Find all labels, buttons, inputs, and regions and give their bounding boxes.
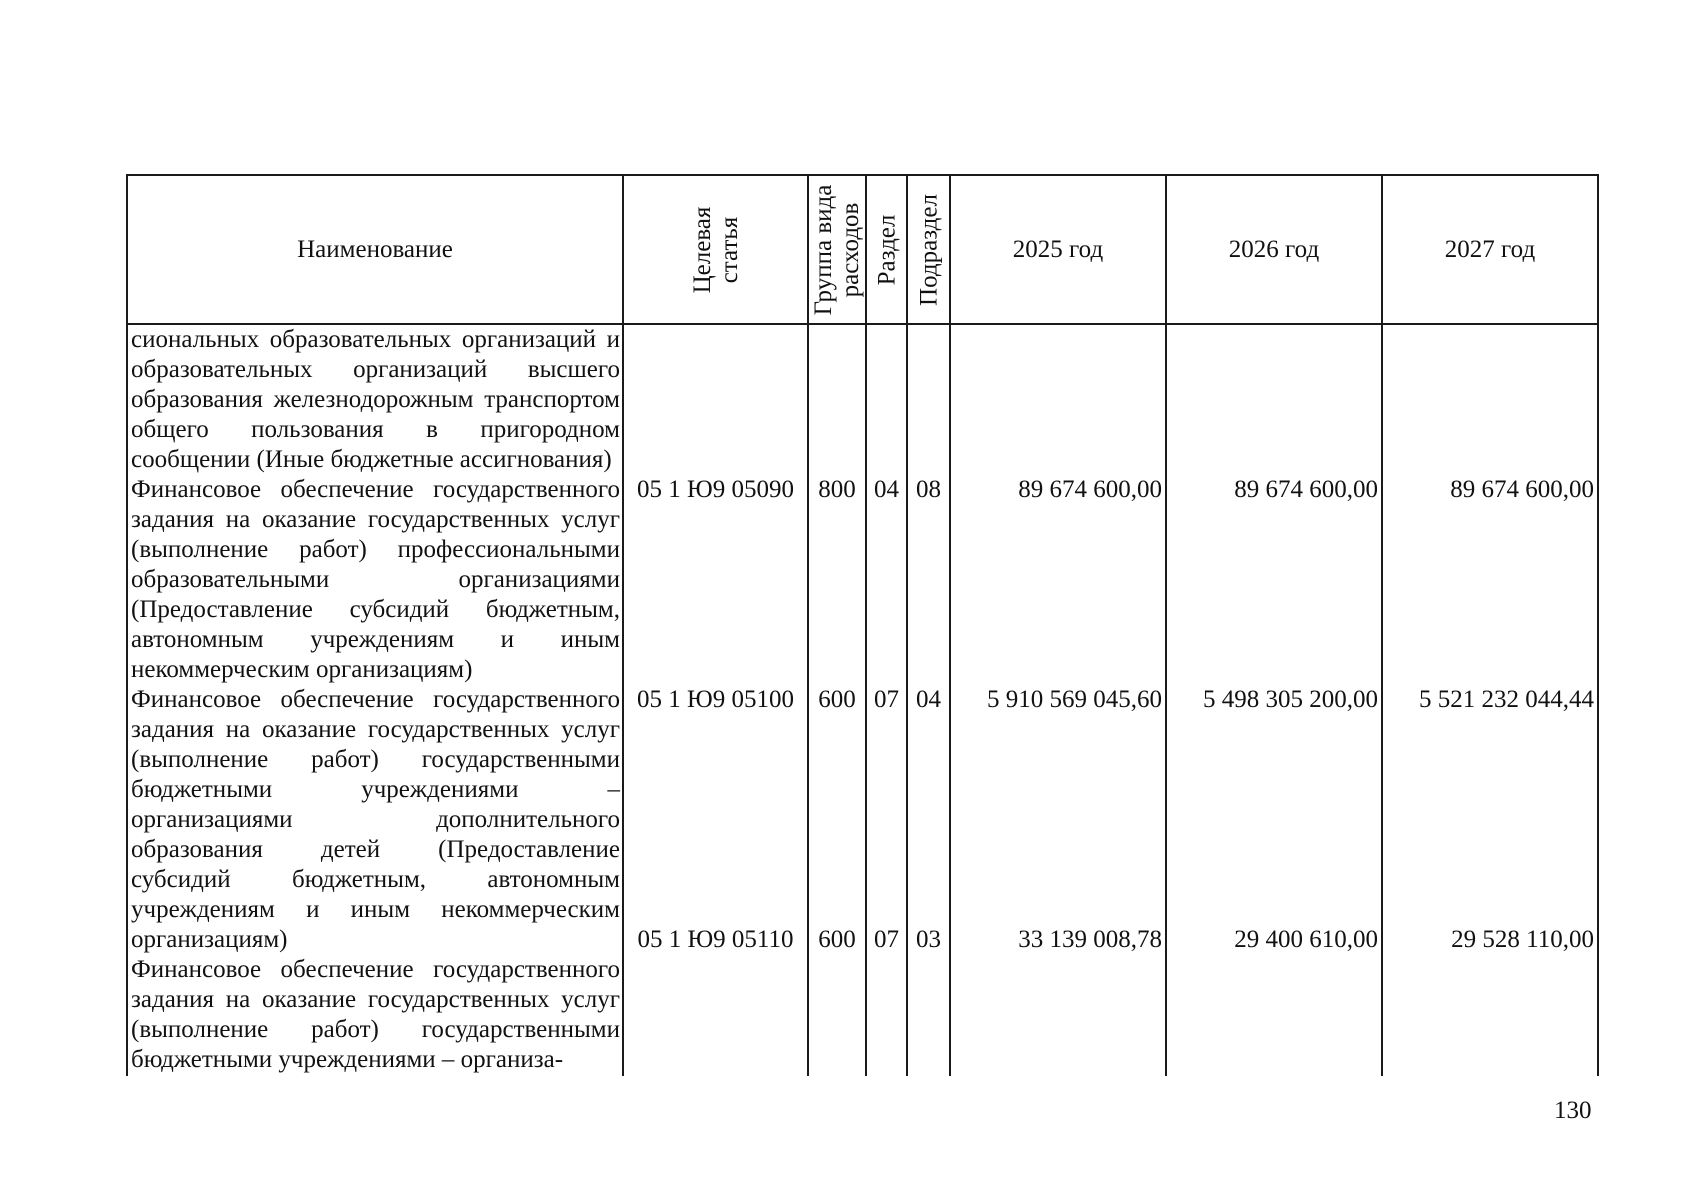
row-subsection: 04 (916, 686, 941, 713)
row-amount-2026: 29 400 610,00 (1234, 926, 1378, 953)
row-section: 07 (874, 686, 899, 713)
header-2026: 2026 год (1166, 175, 1382, 324)
code-column (623, 324, 808, 1076)
header-expense-group (808, 175, 866, 324)
header-section-label: Раздел (873, 214, 900, 285)
header-expense-group-line2: расходов (837, 202, 864, 297)
row-amount-2027: 89 674 600,00 (1450, 476, 1594, 503)
header-2027: 2027 год (1382, 175, 1598, 324)
header-target-article (623, 175, 808, 324)
header-target-article-line2: статья (715, 216, 743, 283)
row-group: 800 (818, 476, 856, 503)
row-group: 600 (818, 686, 856, 713)
row-amount-2026: 5 498 305 200,00 (1203, 686, 1378, 713)
row-name: Финансовое обеспечение государственного задания на оказание государственных услуг (выполнение работ) государственными бюджетными учреждениями – организа- (131, 956, 620, 1073)
row-name: сиональных образовательных организаций и образовательных организаций высшего образования железнодорожным транспортом общего пользования в пригородном сообщении (Иные бюджетные ассигнования) (131, 326, 620, 473)
row-code: 05 1 Ю9 05090 (637, 476, 794, 503)
y2025-column (950, 324, 1166, 1076)
header-row (127, 175, 1598, 324)
name-column (127, 324, 623, 1076)
row-amount-2025: 33 139 008,78 (1018, 926, 1162, 953)
header-section (866, 175, 907, 324)
row-amount-2026: 89 674 600,00 (1234, 476, 1378, 503)
header-2025: 2025 год (950, 175, 1166, 324)
row-subsection: 03 (916, 926, 941, 953)
row-amount-2025: 89 674 600,00 (1018, 476, 1162, 503)
header-target-article-line1: Целевая (688, 206, 716, 293)
row-amount-2025: 5 910 569 045,60 (987, 686, 1162, 713)
row-group: 600 (818, 926, 856, 953)
y2026-column (1166, 324, 1382, 1076)
row-subsection: 08 (916, 476, 941, 503)
row-section: 07 (874, 926, 899, 953)
header-subsection (907, 175, 950, 324)
y2027-column (1382, 324, 1598, 1076)
header-expense-group-line1: Группа вида (810, 184, 837, 315)
subsection-column (907, 324, 950, 1076)
header-subsection-label: Подраздел (915, 193, 942, 306)
row-amount-2027: 5 521 232 044,44 (1419, 686, 1594, 713)
row-name: Финансовое обеспечение государственного задания на оказание государственных услуг (выполнение работ) государственными бюджетными учреждениями – организациями дополнительного образования детей (Предоставление субсидий бюджетным, автономным учреждениям и иным некоммерческим организациям) (131, 686, 620, 953)
group-column (808, 324, 866, 1076)
row-section: 04 (874, 476, 899, 503)
row-name: Финансовое обеспечение государственного задания на оказание государственных услуг (выполнение работ) профессиональными образовательными организациями (Предоставление субсидий бюджетным, автономным учреждениям и иным некоммерческим организациям) (131, 476, 620, 683)
row-code: 05 1 Ю9 05100 (637, 686, 794, 713)
page-number: 130 (1554, 1097, 1592, 1124)
budget-table (126, 174, 1599, 1076)
header-name: Наименование (127, 175, 623, 324)
row-amount-2027: 29 528 110,00 (1451, 926, 1594, 953)
section-column (866, 324, 907, 1076)
row-code: 05 1 Ю9 05110 (637, 926, 794, 953)
table-body-row (127, 324, 1598, 1076)
